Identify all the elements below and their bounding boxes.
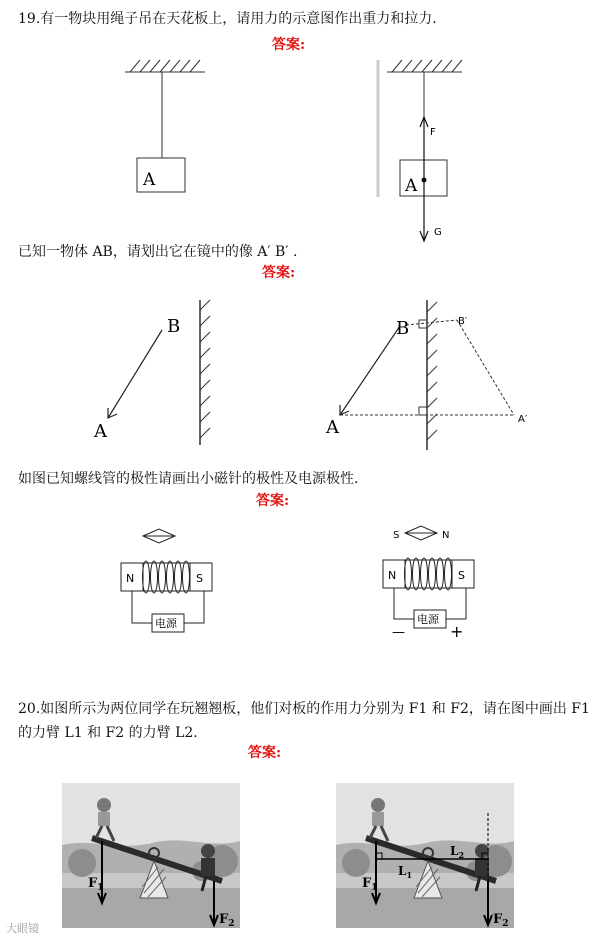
force-f1-label: $F_1$ [362, 876, 378, 893]
right-angle-mark-bottom [419, 407, 427, 415]
mirror-figure-left [88, 300, 218, 450]
block-a-label: A [405, 176, 418, 196]
needle-n-label: N [442, 530, 450, 541]
ceiling-hatch [125, 60, 205, 72]
q20-question-line1: 20.如图所示为两位同学在玩翘翘板，他们对板的作用力分别为 F1 和 F2，请在图中画出 F1 [18, 701, 590, 717]
image-b-label: B′ [458, 316, 468, 327]
pole-s-label: S [196, 572, 203, 585]
object-ab [340, 326, 400, 415]
circuit-wire [394, 588, 414, 619]
force-f2-label: $F_2$ [493, 912, 509, 929]
mirror-figure-right [322, 300, 542, 450]
magnet-figure-left [118, 525, 228, 640]
mirror-hatch [200, 300, 210, 438]
right-angle-mark-top [419, 320, 427, 328]
mirror-question: 已知一物体 AB，请划出它在镜中的像 A′ B′ . [18, 244, 298, 260]
point-b-label: B [396, 318, 410, 339]
object-ab [108, 330, 162, 418]
seesaw-photo-left [62, 783, 240, 928]
force-g-label: G [434, 227, 442, 238]
image-a-label: A′ [518, 414, 528, 425]
pole-s-label: S [458, 569, 465, 582]
q19-figure-right [372, 55, 472, 245]
ceiling-hatch [387, 60, 462, 72]
seesaw-photo-right [336, 783, 514, 928]
q19-question: 19.有一物块用绳子吊在天花板上，请用力的示意图作出重力和拉力. [18, 11, 437, 27]
needle-s-label: S [393, 530, 400, 541]
q20-question-line2: 的力臂 L1 和 F2 的力臂 L2. [18, 725, 198, 741]
magnet-answer-label: 答案: [256, 493, 290, 509]
negative-terminal-label: — [392, 625, 405, 640]
lever-arm-l2-label: $L_2$ [450, 844, 465, 860]
power-label: 电源 [417, 613, 439, 626]
pole-n-label: N [126, 572, 135, 585]
block-a-label: A [143, 170, 156, 190]
point-b-label: B [167, 316, 181, 337]
coil-windings [405, 558, 452, 590]
magnet-question: 如图已知螺线管的极性请画出小磁针的极性及电源极性. [18, 471, 359, 487]
pole-n-label: N [388, 569, 397, 582]
force-f-label: F [430, 127, 436, 138]
lever-arm-l1-label: $L_1$ [398, 864, 413, 880]
q19-figure-left [120, 55, 210, 200]
positive-terminal-label: + [450, 622, 464, 641]
point-a-label: A [326, 417, 339, 438]
q20-answer-label: 答案: [248, 745, 282, 761]
force-f2-label: $F_2$ [219, 912, 235, 929]
point-a-label: A [94, 421, 107, 442]
circuit-wire [132, 591, 152, 623]
watermark: 大眼镜 [6, 922, 39, 935]
force-f1-label: $F_1$ [88, 876, 104, 893]
magnet-figure-right [380, 525, 490, 640]
power-label: 电源 [155, 617, 177, 630]
coil-windings [143, 561, 190, 593]
q19-answer-label: 答案: [272, 37, 306, 53]
mirror-answer-label: 答案: [262, 265, 296, 281]
